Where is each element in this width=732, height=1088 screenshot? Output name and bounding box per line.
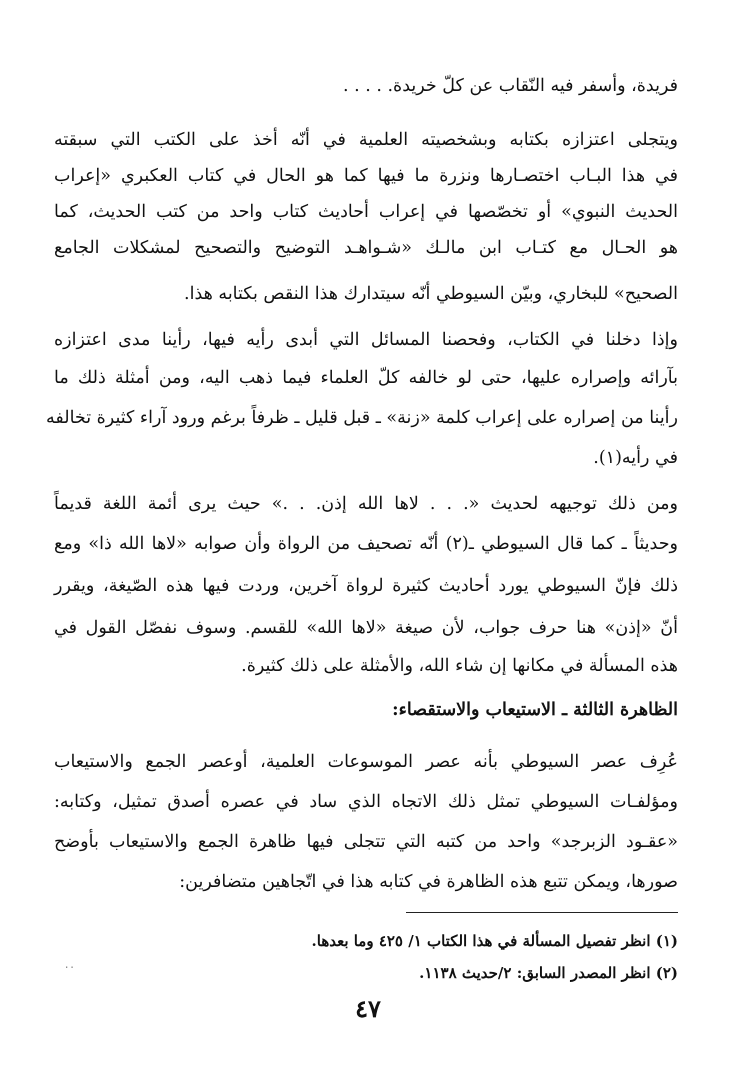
text-line: بآرائه وإصراره عليها، حتى لو خالفه كلّ العلماء فيما ذهب اليه، ومن أمثلة ذلك ما — [54, 368, 678, 388]
text-line: صورها، ويمكن تتبع هذه الظاهرة في كتابه هذا في اتّجاهين متضافرين: — [179, 872, 678, 892]
margin-mark: ٠٠ — [64, 962, 75, 973]
text-line: ويتجلى اعتزازه بكتابه وبشخصيته العلمية في أنّه أخذ على الكتب التي سبقته — [54, 130, 678, 150]
text-line: في رأيه(١). — [593, 448, 678, 468]
text-line: أنّ «إذن» هنا حرف جواب، لأن صيغة «لاها الله» للقسم. وسوف نفصّل القول في — [54, 618, 678, 638]
page-number: ٤٧ — [355, 994, 381, 1023]
text-line: هو الحـال مع كتـاب ابن مالـك «شـواهـد التوضيح والتصحيح لمشكلات الجامع — [54, 238, 678, 258]
text-line: «عقـود الزبرجد» واحد من كتبه التي تتجلى فيها ظاهرة الجمع والاستيعاب بأوضح — [54, 832, 678, 852]
footnote-divider — [406, 912, 678, 913]
text-line: الصحيح» للبخاري، وبيّن السيوطي أنّه سيتدارك هذا النقص بكتابه هذا. — [184, 284, 678, 304]
text-line: الحديث النبوي» أو تخصّصها في إعراب أحاديث كتاب واحد من كتب الحديث، كما — [54, 202, 678, 222]
text-line: ومن ذلك توجيهه لحديث «. . . لاها الله إذن. . .» حيث يرى أئمة اللغة قديماً — [54, 494, 678, 514]
text-line: وإذا دخلنا في الكتاب، وفحصنا المسائل التي أبدى رأيه فيها، رأينا مدى اعتزازه — [54, 330, 678, 350]
text-line: ومؤلفـات السيوطي تمثل ذلك الاتجاه الذي ساد في عصره أصدق تمثيل، وكتابه: — [54, 792, 678, 812]
text-line: عُرِف عصر السيوطي بأنه عصر الموسوعات العلمية، أوعصر الجمع والاستيعاب — [54, 752, 678, 772]
text-line: في هذا البـاب اختصـارها ونزرة ما فيها كما هو الحال في كتاب العكبري «إعراب — [54, 166, 678, 186]
footnote: (١) انظر تفصيل المسألة في هذا الكتاب ١/ ٤٢٥ وما بعدها. — [311, 932, 678, 950]
footnote: (٢) انظر المصدر السابق: ٢/حديث ١١٣٨. — [419, 964, 678, 982]
text-line: هذه المسألة في مكانها إن شاء الله، والأمثلة على ذلك كثيرة. — [241, 656, 678, 676]
text-line: وحديثاً ـ كما قال السيوطي ـ(٢) أنّه تصحيف من الرواة وأن صوابه «لاها الله ذا» ومع — [54, 534, 679, 554]
text-line: ذلك فإنّ السيوطي يورد أحاديث كثيرة لرواة آخرين، وردت فيها هذه الصّيغة، ويقرر — [54, 576, 678, 596]
section-heading: الظاهرة الثالثة ـ الاستيعاب والاستقصاء: — [392, 700, 678, 720]
text-line: فريدة، وأسفر فيه النّقاب عن كلّ خريدة. . . . . — [342, 76, 678, 96]
text-line: رأينا من إصراره على إعراب كلمة «زنة» ـ قبل قليل ـ ظرفاً برغم ورود آراء كثيرة تخالفه — [46, 408, 678, 428]
